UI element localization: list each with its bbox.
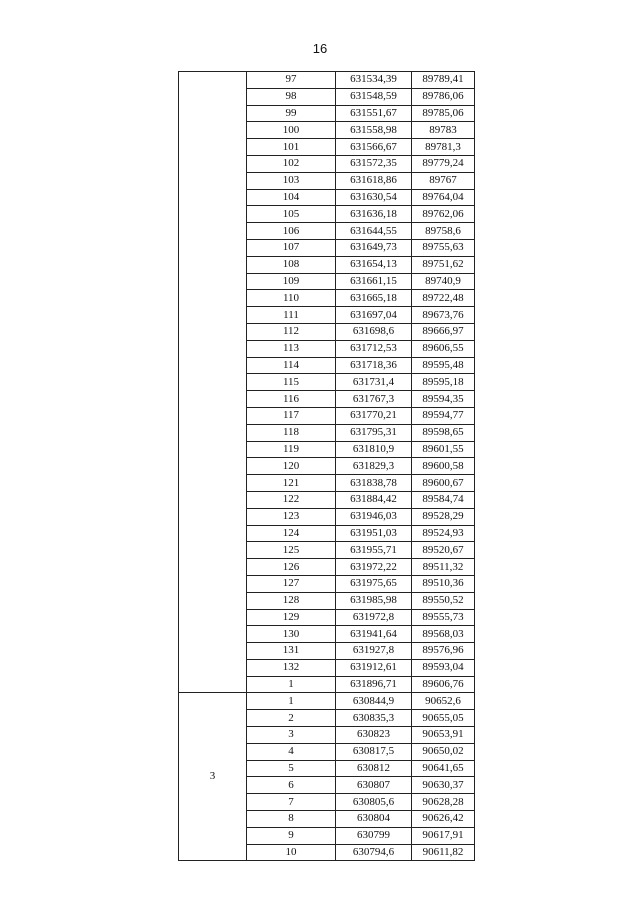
x-coordinate-cell: 631644,55 (336, 223, 412, 240)
y-coordinate-cell: 89598,65 (412, 424, 475, 441)
y-coordinate-cell: 89789,41 (412, 72, 475, 89)
coordinates-table-body (179, 72, 475, 861)
point-number-cell: 1 (247, 676, 336, 693)
y-coordinate-cell: 89593,04 (412, 659, 475, 676)
point-number-cell: 125 (247, 542, 336, 559)
x-coordinate-cell: 631697,04 (336, 307, 412, 324)
point-number-cell: 117 (247, 407, 336, 424)
point-number-cell: 115 (247, 374, 336, 391)
x-coordinate-cell: 631838,78 (336, 475, 412, 492)
y-coordinate-cell: 89785,06 (412, 105, 475, 122)
point-number-cell: 128 (247, 592, 336, 609)
page-number: 16 (312, 41, 328, 56)
point-number-cell: 119 (247, 441, 336, 458)
point-number-cell: 97 (247, 72, 336, 89)
point-number-cell: 112 (247, 323, 336, 340)
y-coordinate-cell: 89601,55 (412, 441, 475, 458)
y-coordinate-cell: 89528,29 (412, 508, 475, 525)
x-coordinate-cell: 631955,71 (336, 542, 412, 559)
x-coordinate-cell: 631534,39 (336, 72, 412, 89)
x-coordinate-cell: 631566,67 (336, 139, 412, 156)
point-number-cell: 127 (247, 575, 336, 592)
y-coordinate-cell: 89751,62 (412, 256, 475, 273)
y-coordinate-cell: 89606,76 (412, 676, 475, 693)
x-coordinate-cell: 631972,8 (336, 609, 412, 626)
y-coordinate-cell: 89595,48 (412, 357, 475, 374)
x-coordinate-cell: 631795,31 (336, 424, 412, 441)
point-number-cell: 8 (247, 811, 336, 828)
point-number-cell: 101 (247, 139, 336, 156)
x-coordinate-cell: 630817,5 (336, 743, 412, 760)
x-coordinate-cell: 631731,4 (336, 374, 412, 391)
x-coordinate-cell: 631975,65 (336, 575, 412, 592)
x-coordinate-cell: 630844,9 (336, 693, 412, 710)
x-coordinate-cell: 631665,18 (336, 290, 412, 307)
x-coordinate-cell: 631985,98 (336, 592, 412, 609)
point-number-cell: 130 (247, 626, 336, 643)
point-number-cell: 132 (247, 659, 336, 676)
y-coordinate-cell: 89722,48 (412, 290, 475, 307)
x-coordinate-cell: 631941,64 (336, 626, 412, 643)
point-number-cell: 111 (247, 307, 336, 324)
y-coordinate-cell: 90652,6 (412, 693, 475, 710)
x-coordinate-cell: 631972,22 (336, 559, 412, 576)
y-coordinate-cell: 89555,73 (412, 609, 475, 626)
point-number-cell: 1 (247, 693, 336, 710)
y-coordinate-cell: 89781,3 (412, 139, 475, 156)
point-number-cell: 5 (247, 760, 336, 777)
x-coordinate-cell: 631636,18 (336, 206, 412, 223)
x-coordinate-cell: 631572,35 (336, 155, 412, 172)
y-coordinate-cell: 90628,28 (412, 794, 475, 811)
point-number-cell: 99 (247, 105, 336, 122)
point-number-cell: 123 (247, 508, 336, 525)
y-coordinate-cell: 89786,06 (412, 88, 475, 105)
y-coordinate-cell: 90655,05 (412, 710, 475, 727)
y-coordinate-cell: 89510,36 (412, 575, 475, 592)
y-coordinate-cell: 89520,67 (412, 542, 475, 559)
y-coordinate-cell: 89595,18 (412, 374, 475, 391)
x-coordinate-cell: 631829,3 (336, 458, 412, 475)
y-coordinate-cell: 90611,82 (412, 844, 475, 861)
x-coordinate-cell: 630807 (336, 777, 412, 794)
x-coordinate-cell: 631649,73 (336, 239, 412, 256)
point-number-cell: 114 (247, 357, 336, 374)
y-coordinate-cell: 89673,76 (412, 307, 475, 324)
y-coordinate-cell: 90617,91 (412, 827, 475, 844)
point-number-cell: 2 (247, 710, 336, 727)
x-coordinate-cell: 631698,6 (336, 323, 412, 340)
y-coordinate-cell: 89764,04 (412, 189, 475, 206)
point-number-cell: 98 (247, 88, 336, 105)
y-coordinate-cell: 89783 (412, 122, 475, 139)
section-number-cell (179, 72, 247, 693)
y-coordinate-cell: 90653,91 (412, 727, 475, 744)
x-coordinate-cell: 631946,03 (336, 508, 412, 525)
x-coordinate-cell: 631718,36 (336, 357, 412, 374)
point-number-cell: 100 (247, 122, 336, 139)
point-number-cell: 120 (247, 458, 336, 475)
point-number-cell: 108 (247, 256, 336, 273)
y-coordinate-cell: 89600,58 (412, 458, 475, 475)
y-coordinate-cell: 90650,02 (412, 743, 475, 760)
y-coordinate-cell: 89600,67 (412, 475, 475, 492)
y-coordinate-cell: 89767 (412, 172, 475, 189)
point-number-cell: 6 (247, 777, 336, 794)
y-coordinate-cell: 89762,06 (412, 206, 475, 223)
y-coordinate-cell: 89550,52 (412, 592, 475, 609)
x-coordinate-cell: 631548,59 (336, 88, 412, 105)
x-coordinate-cell: 631770,21 (336, 407, 412, 424)
y-coordinate-cell: 89568,03 (412, 626, 475, 643)
x-coordinate-cell: 631630,54 (336, 189, 412, 206)
point-number-cell: 113 (247, 340, 336, 357)
x-coordinate-cell: 631558,98 (336, 122, 412, 139)
x-coordinate-cell: 631618,86 (336, 172, 412, 189)
point-number-cell: 121 (247, 475, 336, 492)
point-number-cell: 118 (247, 424, 336, 441)
x-coordinate-cell: 630799 (336, 827, 412, 844)
x-coordinate-cell: 631927,8 (336, 643, 412, 660)
point-number-cell: 104 (247, 189, 336, 206)
table-row (179, 693, 475, 710)
point-number-cell: 131 (247, 643, 336, 660)
point-number-cell: 116 (247, 391, 336, 408)
point-number-cell: 9 (247, 827, 336, 844)
x-coordinate-cell: 631661,15 (336, 273, 412, 290)
point-number-cell: 109 (247, 273, 336, 290)
point-number-cell: 126 (247, 559, 336, 576)
y-coordinate-cell: 89584,74 (412, 491, 475, 508)
point-number-cell: 122 (247, 491, 336, 508)
x-coordinate-cell: 631912,61 (336, 659, 412, 676)
point-number-cell: 3 (247, 727, 336, 744)
x-coordinate-cell: 630804 (336, 811, 412, 828)
x-coordinate-cell: 631767,3 (336, 391, 412, 408)
x-coordinate-cell: 630812 (336, 760, 412, 777)
y-coordinate-cell: 89594,77 (412, 407, 475, 424)
point-number-cell: 124 (247, 525, 336, 542)
point-number-cell: 7 (247, 794, 336, 811)
x-coordinate-cell: 631896,71 (336, 676, 412, 693)
x-coordinate-cell: 631712,53 (336, 340, 412, 357)
section-number-cell: 3 (179, 693, 247, 861)
y-coordinate-cell: 89576,96 (412, 643, 475, 660)
point-number-cell: 102 (247, 155, 336, 172)
y-coordinate-cell: 89594,35 (412, 391, 475, 408)
y-coordinate-cell: 89758,6 (412, 223, 475, 240)
point-number-cell: 10 (247, 844, 336, 861)
y-coordinate-cell: 90630,37 (412, 777, 475, 794)
point-number-cell: 103 (247, 172, 336, 189)
x-coordinate-cell: 630805,6 (336, 794, 412, 811)
x-coordinate-cell: 630823 (336, 727, 412, 744)
point-number-cell: 110 (247, 290, 336, 307)
x-coordinate-cell: 630794,6 (336, 844, 412, 861)
point-number-cell: 105 (247, 206, 336, 223)
x-coordinate-cell: 631551,67 (336, 105, 412, 122)
y-coordinate-cell: 89511,32 (412, 559, 475, 576)
y-coordinate-cell: 90641,65 (412, 760, 475, 777)
coordinates-table (178, 71, 475, 861)
table-row (179, 72, 475, 89)
y-coordinate-cell: 90626,42 (412, 811, 475, 828)
point-number-cell: 106 (247, 223, 336, 240)
x-coordinate-cell: 631884,42 (336, 491, 412, 508)
point-number-cell: 129 (247, 609, 336, 626)
y-coordinate-cell: 89524,93 (412, 525, 475, 542)
y-coordinate-cell: 89666,97 (412, 323, 475, 340)
y-coordinate-cell: 89606,55 (412, 340, 475, 357)
point-number-cell: 107 (247, 239, 336, 256)
x-coordinate-cell: 631810,9 (336, 441, 412, 458)
point-number-cell: 4 (247, 743, 336, 760)
x-coordinate-cell: 631654,13 (336, 256, 412, 273)
x-coordinate-cell: 630835,3 (336, 710, 412, 727)
y-coordinate-cell: 89740,9 (412, 273, 475, 290)
y-coordinate-cell: 89779,24 (412, 155, 475, 172)
y-coordinate-cell: 89755,63 (412, 239, 475, 256)
x-coordinate-cell: 631951,03 (336, 525, 412, 542)
